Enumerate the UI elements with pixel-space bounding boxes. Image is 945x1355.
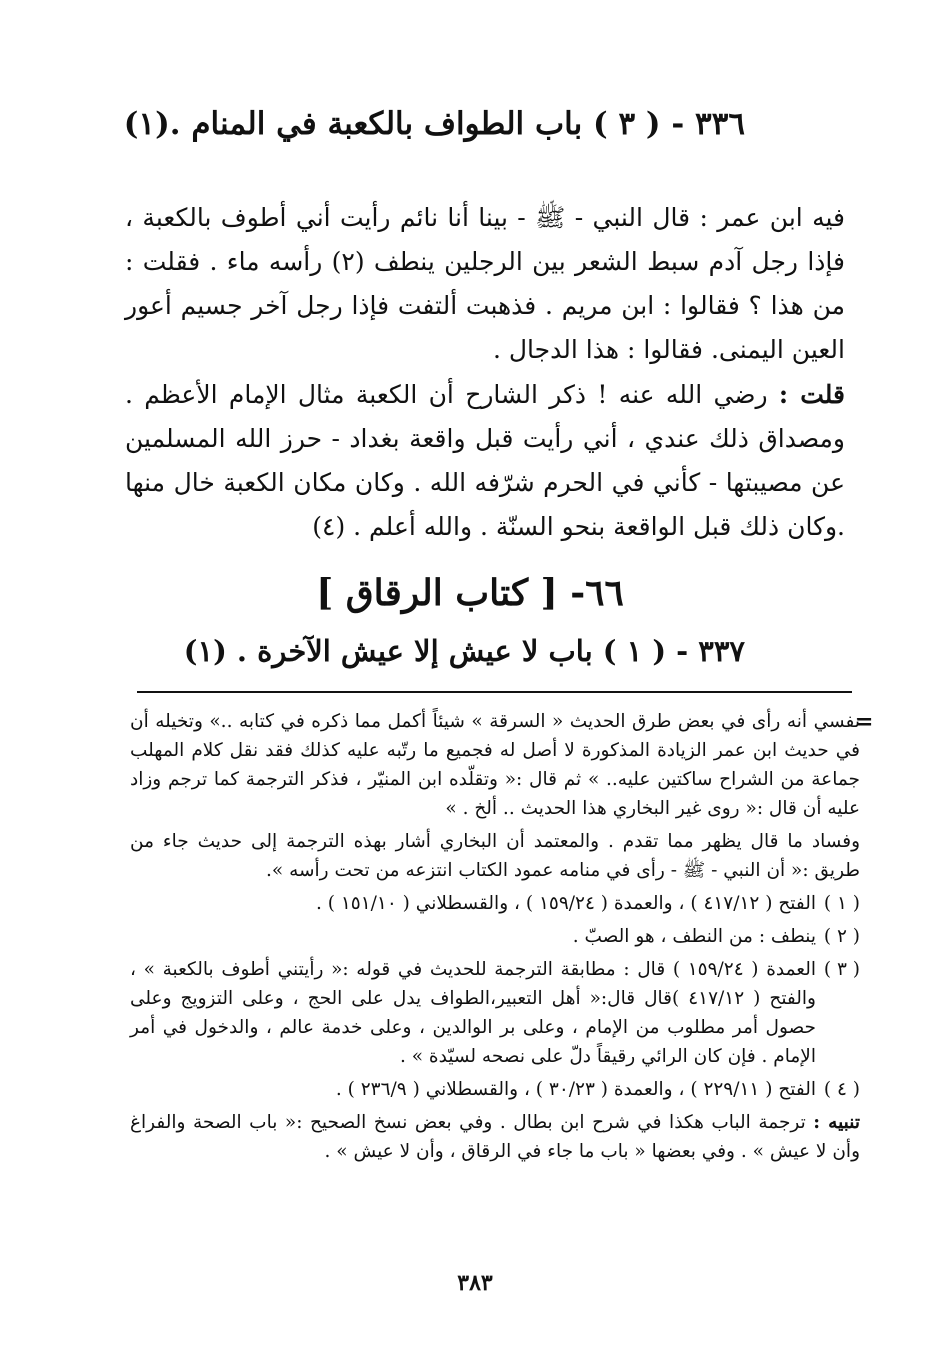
commentary-lead: قلت : bbox=[778, 380, 845, 409]
footnote bbox=[130, 955, 860, 1071]
footnote-number: ( ١ ) bbox=[823, 893, 860, 914]
footnotes-area bbox=[130, 707, 860, 1166]
tanbih-text: ترجمة الباب هكذا في شرح ابن بطال . وفي بعض نسخ الصحيح :« باب الصحة والفراغ وأن لا عيش » . وفي بعضها « باب ما جاء في الرقاق ، وأن لا عيش » . bbox=[130, 1112, 860, 1162]
footnote-text: الفتح ( ٢٢٩/١١ ) ، والعمدة ( ٣٠/٢٣ ) ، والقسطلاني ( ٢٣٦/٩ ) . bbox=[335, 1079, 816, 1100]
commentary-paragraph bbox=[125, 373, 845, 549]
footnote-number: ( ٢ ) bbox=[823, 926, 860, 947]
footnote-continuation bbox=[130, 707, 860, 885]
footnote-number: ( ٣ ) bbox=[823, 959, 860, 980]
commentary-text: رضي الله عنه ! ذكر الشارح أن الكعبة مثال الإمام الأعظم . ومصداق ذلك عندي ، أني رأيت قبل واقعة بغداد - حرز الله المسلمين عن مصيبتها - كأني في الحرم شرّفه الله . وكان مكان الكعبة خال منها .وكان ذلك قبل الواقعة بنحو السنّة . والله أعلم . (٤) bbox=[125, 380, 845, 541]
tanbih-lead: تنبيه : bbox=[813, 1112, 860, 1133]
footnote-divider bbox=[137, 691, 852, 693]
footnote-text: العمدة ( ١٥٩/٢٤ ) قال : مطابقة الترجمة للحديث في قوله :« رأيتني أطوف بالكعبة » ، والفتح ( ٤١٧/١٢ )قال قال:« أهل التعبير،الطواف يدل على الحج ، وعلى التزويج وعلى حصول أمر مطلوب من الإمام ، وعلى بر الوالدين ، وعلى خدمة عالم ، والدخول في أمر الإمام . فإن كان الرائي رقيقاً دلّ على نصحه لسيّدة » . bbox=[130, 959, 816, 1067]
tanbih-note bbox=[130, 1108, 860, 1166]
footnote-text: الفتح ( ٤١٧/١٢ ) ، والعمدة ( ١٥٩/٢٤ ) ، والقسطلاني ( ١٥١/١٠ ) . bbox=[316, 893, 816, 914]
chapter-heading: ٣٣٧ - ( ١ ) باب لا عيش إلا عيش الآخرة . (١) bbox=[183, 634, 745, 668]
continuation-marker: = bbox=[855, 709, 874, 735]
continuation-paragraph: وفساد ما قال يظهر مما تقدم . والمعتمد أن البخاري أشار بهذه الترجمة إلى حديث جاء من طريق :« أن النبي - ﷺ - رأى في منامه عمود الكتاب انتزعه من تحت رأسه ». bbox=[130, 831, 860, 881]
footnote bbox=[130, 922, 860, 951]
hadith-paragraph: فيه ابن عمر : قال النبي - ﷺ - بينا أنا نائم رأيت أني أطوف بالكعبة ، فإذا رجل آدم سبط الشعر بين الرجلين ينطف (٢) رأسه ماء . فقلت : من هذا ؟ فقالوا : ابن مريم . فذهبت ألتفت فإذا رجل آخر جسيم أعور العين اليمنى. فقالوا : هذا الدجال . bbox=[125, 203, 845, 364]
section-heading: ٣٣٦ - ( ٣ ) باب الطواف بالكعبة في المنام .(١) bbox=[123, 106, 745, 142]
continuation-paragraph: نفسي أنه رأى في بعض طرق الحديث « السرقة » شيئاً أكمل مما ذكره في كتابه ..» وتخيله أن في حديث ابن عمر الزيادة المذكورة لا أصل له فجميع ما رتّبه عليه كذلك فقد نقل كلام المهلب جماعة من الشراح ساكتين عليه.. » ثم قال :« وتقلّده ابن المنيّر ، فذكر الترجمة كما ترجم وزاد عليه أن قال :« روى غير البخاري هذا الحديث .. ألخ . » bbox=[130, 711, 860, 819]
page-number: ٣٨٣ bbox=[457, 1270, 493, 1296]
footnote-number: ( ٤ ) bbox=[823, 1079, 860, 1100]
footnote-text: ينطف : من النطف ، هو الصبّ . bbox=[572, 926, 816, 947]
book-heading: ٦٦- [ كتاب الرقاق ] bbox=[316, 572, 624, 614]
footnote bbox=[130, 1075, 860, 1104]
footnote bbox=[130, 889, 860, 918]
